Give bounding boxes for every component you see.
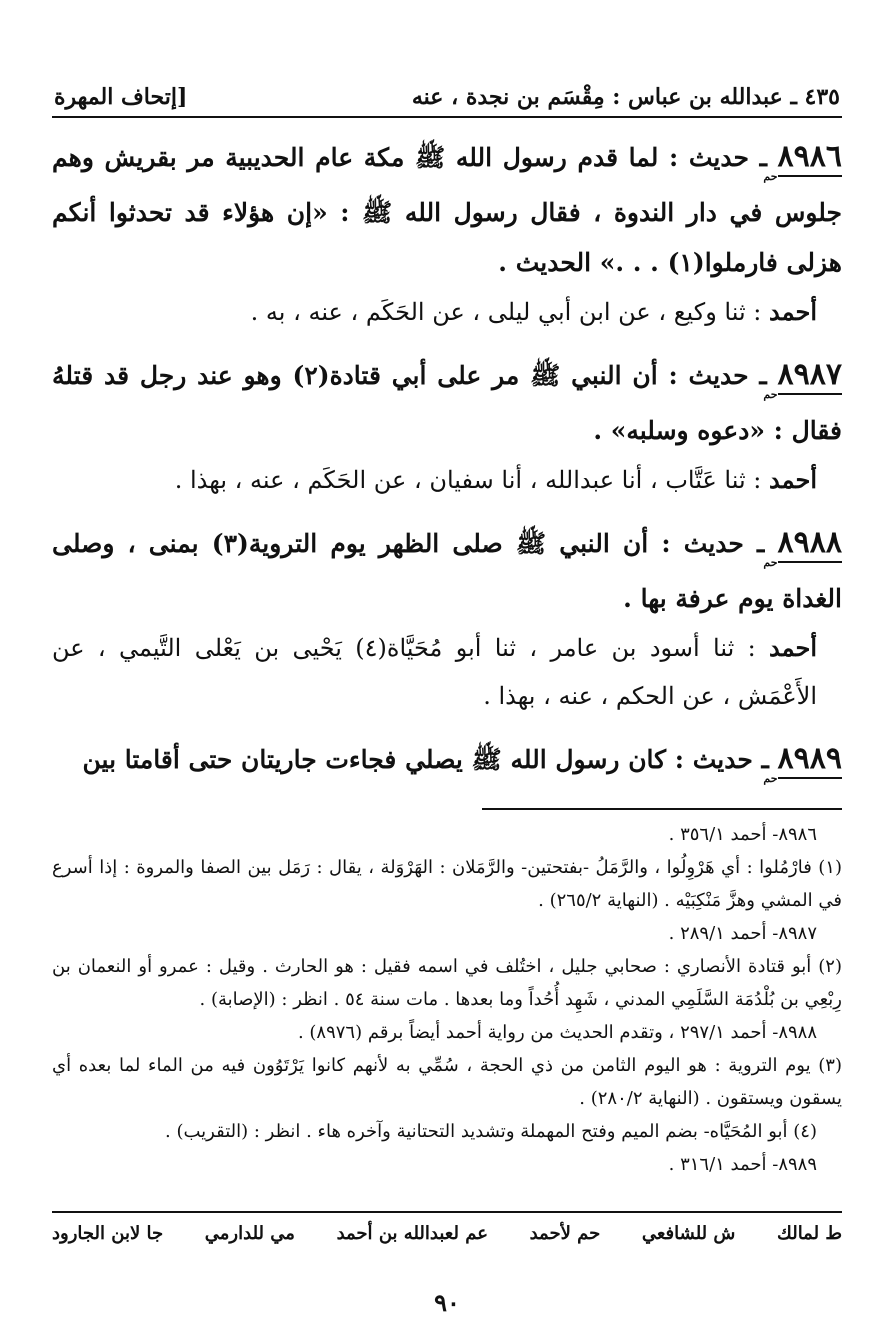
footnote-note: (٤) أبو المُحَيَّاه- بضم الميم وفتح المهملة وتشديد التحتانية وآخره هاء . انظر : (التقريب) .	[165, 1121, 817, 1142]
hadith-number: ٨٩٨٧	[778, 357, 842, 395]
page-number: ٩٠	[434, 1288, 460, 1317]
legend-divider	[52, 1211, 842, 1213]
header-book-title: [إتحاف المهرة	[54, 84, 188, 110]
isnad-chain	[52, 288, 842, 336]
chain-text: : ثنا وكيع ، عن ابن أبي ليلى ، عن الحَكَم ، عنه ، به .	[250, 298, 762, 326]
footnote-note: (١) فارْمُلوا : أي هَرْوِلُوا ، والرَّمَلُ -بفتحتين- والرَّمَلان : الهَرْوَلة ، يقال : رَمَل بين الصفا والمروة : إذا أسرع في المشي وهزَّ مَنْكِبَيْه . (النهاية ٢٦٥/٢) .	[52, 857, 842, 911]
hadith-number: ٨٩٨٨	[778, 525, 842, 563]
chain-source-name: أحمد	[769, 297, 817, 326]
hadith-number: ٨٩٨٦	[778, 139, 842, 177]
book-page	[52, 70, 842, 1320]
hadith-text-block	[52, 734, 842, 790]
running-header	[52, 70, 842, 116]
hadith-text: ـ حديث : كان رسول الله ﷺ يصلي فجاءت جاريتان حتى أقامتا بين	[82, 745, 769, 774]
isnad-chain	[52, 624, 842, 720]
hadith-entry	[52, 132, 842, 336]
isnad-chain	[52, 456, 842, 504]
legend-item: عم لعبدالله بن أحمد	[336, 1223, 488, 1244]
legend-item: جا لابن الجارود	[52, 1223, 164, 1244]
footnote-note: (٣) يوم التروية : هو اليوم الثامن من ذي الحجة ، سُمِّي به لأنهم كانوا يَرْتَوُون فيه من الماء لما بعده أي يسقون ويستقون . (النهاية ٢٨٠/٢) .	[52, 1055, 842, 1109]
hadith-entry	[52, 350, 842, 504]
hadith-text: ـ حديث : لما قدم رسول الله ﷺ مكة عام الحديبية مر بقريش وهم جلوس في دار الندوة ، فقال رسول الله ﷺ : «إن هؤلاء قد تحدثوا أنكم هزلى فارملوا(١) . . .» الحديث .	[52, 143, 842, 277]
footnote-divider	[482, 808, 842, 810]
chain-text: : ثنا عَتَّاب ، أنا عبدالله ، أنا سفيان ، عن الحَكَم ، عنه ، بهذا .	[174, 466, 762, 494]
hadith-text-block	[52, 132, 842, 288]
source-symbol: حم	[763, 170, 778, 183]
legend-item: ش للشافعي	[641, 1223, 736, 1244]
hadith-number: ٨٩٨٩	[778, 741, 842, 779]
header-chapter-title: ٤٣٥ ـ عبدالله بن عباس : مِقْسَم بن نجدة ، عنه	[411, 84, 840, 110]
hadith-text: ـ حديث : أن النبي ﷺ مر على أبي قتادة(٢) وهو عند رجل قد قتلهُ فقال : «دعوه وسلبه» .	[52, 361, 842, 445]
source-symbol: حم	[763, 388, 778, 401]
footnote-note: (٢) أبو قتادة الأنصاري : صحابي جليل ، اختُلف في اسمه فقيل : هو الحارث . وقيل : عمرو أو النعمان بن رِبْعِي بن بُلْدُمَة السَّلَمِي المدني ، شَهِد أُحُداً وما بعدها . مات سنة ٥٤ . انظر : (الإصابة) .	[52, 956, 842, 1010]
hadith-text-block	[52, 518, 842, 624]
source-symbol: حم	[763, 772, 778, 785]
footnote-reference: ٨٩٨٨- أحمد ٢٩٧/١ ، وتقدم الحديث من رواية أحمد أيضاً برقم (٨٩٧٦) .	[297, 1022, 817, 1043]
hadith-entry	[52, 518, 842, 720]
chain-source-name: أحمد	[769, 465, 817, 494]
header-divider	[52, 116, 842, 118]
hadith-text-block	[52, 350, 842, 456]
chain-text: : ثنا أسود بن عامر ، ثنا أبو مُحَيَّاة(٤) يَحْيى بن يَعْلى التَّيمي ، عن الأَعْمَش ، عن الحكم ، عنه ، بهذا .	[52, 634, 817, 710]
source-legend	[52, 1223, 842, 1244]
legend-item: مي للدارمي	[204, 1223, 295, 1244]
footnotes	[52, 818, 842, 1181]
hadith-text: ـ حديث : أن النبي ﷺ صلى الظهر يوم التروية(٣) بمنى ، وصلى الغداة يوم عرفة بها .	[52, 529, 842, 613]
hadith-entry	[52, 734, 842, 790]
legend-item: ط لمالك	[777, 1223, 842, 1244]
footnote-reference: ٨٩٨٧- أحمد ٢٨٩/١ .	[668, 923, 817, 944]
chain-source-name: أحمد	[769, 633, 818, 662]
legend-item: حم لأحمد	[529, 1223, 601, 1244]
footnote-reference: ٨٩٨٦- أحمد ٣٥٦/١ .	[668, 824, 817, 845]
source-symbol: حم	[763, 556, 778, 569]
footnote-reference: ٨٩٨٩- أحمد ٣١٦/١ .	[668, 1154, 817, 1175]
